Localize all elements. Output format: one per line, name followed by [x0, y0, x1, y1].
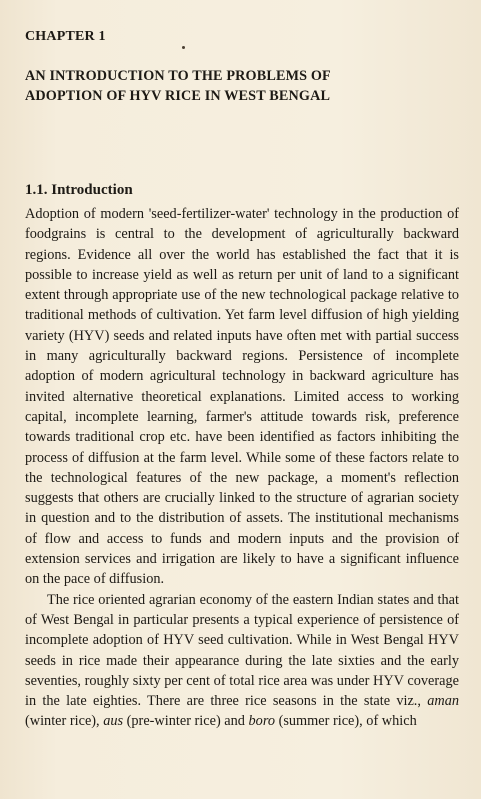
term-boro: boro [248, 713, 275, 730]
paragraph-2-text-c: (pre-winter rice) and [123, 713, 249, 730]
body-text [25, 204, 459, 732]
chapter-label: CHAPTER 1 [25, 29, 106, 44]
paragraph-2 [25, 590, 459, 732]
printing-speck [182, 46, 185, 49]
paragraph-2-text-a: The rice oriented agrarian economy of the eastern Indian states and that of West Bengal in particular presents a typical experience of persistence of incomplete adoption of HYV seed cultivation. While in West Bengal HYV seeds in rice made their appearance during the late sixties and the early seventies, roughly sixty per cent of total rice area was under HYV coverage in the late eighties. There are three rice seasons in the state viz., [25, 591, 459, 710]
term-aman: aman [427, 693, 459, 710]
chapter-title-line-1: AN INTRODUCTION TO THE PROBLEMS OF [25, 68, 331, 84]
chapter-title [25, 66, 445, 106]
term-aus: aus [103, 713, 124, 730]
chapter-title-line-2: ADOPTION OF HYV RICE IN WEST BENGAL [25, 88, 331, 104]
paragraph-1: Adoption of modern 'seed-fertilizer-water' technology in the production of foodgrains is central to the development of agriculturally backward regions. Evidence all over the world has established the fact that it is possible to increase yield as well as return per unit of land to a significant extent through appropriate use of the new technological package relative to traditional methods of cultivation. Yet farm level diffusion of high yielding variety (HYV) seeds and related inputs have often met with partial success in many agriculturally backward regions. Persistence of incomplete adoption of modern agricultural technology in backward agriculture has invited alternative theoretical explanations. Limited access to working capital, incomplete learning, farmer's attitude towards risk, preference towards traditional crop etc. have been identified as factors inhibiting the process of diffusion at the farm level. While some of these factors relate to the technological features of the new package, a moment's reflection suggests that others are crucially linked to the structure of agrarian society in question and to the distribution of assets. The institutional mechanisms of flow and access to funds and modern inputs and the provision of extension services and irrigation are likely to have a significant influence on the pace of diffusion. [25, 206, 459, 588]
section-heading: 1.1. Introduction [25, 182, 133, 198]
paragraph-2-text-d: (summer rice), of which [275, 713, 417, 730]
paragraph-2-text-b: (winter rice), [25, 713, 104, 730]
